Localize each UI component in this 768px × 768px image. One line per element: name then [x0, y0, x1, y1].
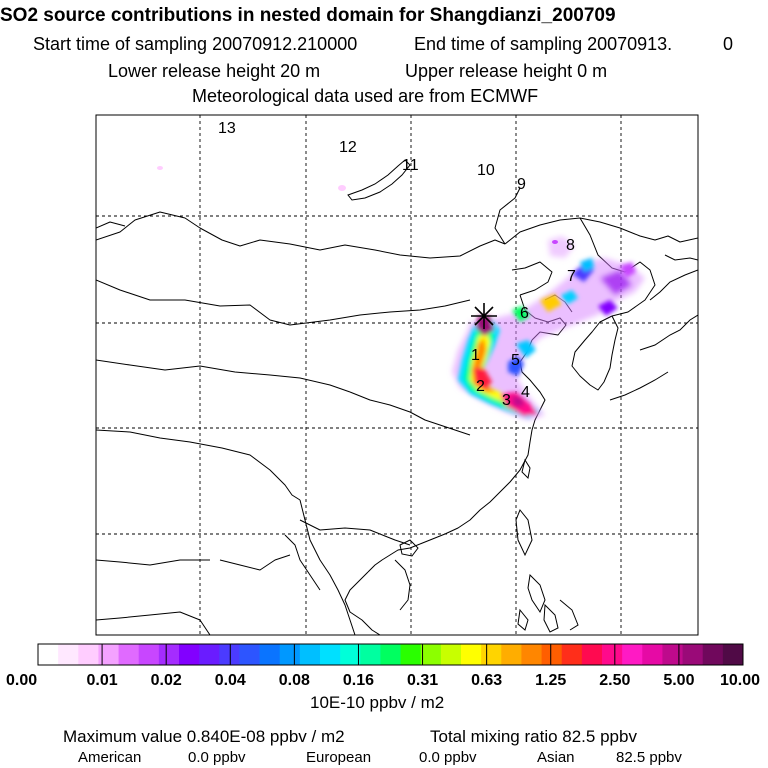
max-value: Maximum value 0.840E-08 ppbv / m2: [63, 727, 345, 746]
legend-color-cell: [139, 644, 160, 665]
region-label: 8: [566, 237, 575, 254]
legend-color-cell: [602, 644, 623, 665]
legend-tick-label: 0.04: [214, 672, 246, 689]
legend-color-cell: [703, 644, 724, 665]
legend-tick-label: 0.08: [278, 672, 310, 689]
upper-release-height: Upper release height 0 m: [405, 61, 608, 81]
legend-color-cell: [98, 644, 119, 665]
legend-tick-label: 0.02: [150, 672, 182, 689]
legend-color-cell: [340, 644, 361, 665]
legend-tick-label: 5.00: [663, 672, 695, 689]
legend-color-cell: [119, 644, 140, 665]
legend-color-cell: [38, 644, 59, 665]
region-label: 3: [502, 392, 511, 409]
region-label: 6: [520, 305, 529, 322]
total-mixing-ratio: Total mixing ratio 82.5 ppbv: [430, 727, 637, 746]
legend-color-cell: [78, 644, 99, 665]
american-label: American: [78, 749, 142, 766]
european-value: 0.0 ppbv: [419, 749, 477, 766]
region-label: 13: [218, 120, 236, 137]
met-data-source: Meteorological data used are from ECMWF: [192, 86, 539, 106]
legend-tick-label: 0.63: [471, 672, 503, 689]
legend-color-cell: [380, 644, 401, 665]
legend-tick-label: 0.01: [86, 672, 118, 689]
color-legend-ticks: [6, 672, 760, 689]
map-frame: [96, 115, 698, 635]
sampling-start: Start time of sampling 20070912.210000: [33, 34, 358, 54]
legend-color-cell: [662, 644, 683, 665]
concentration-plume: [157, 166, 645, 420]
legend-color-cell: [421, 644, 442, 665]
legend-color-cell: [501, 644, 522, 665]
legend-color-cell: [219, 644, 240, 665]
region-label: 7: [567, 268, 576, 285]
legend-color-cell: [239, 644, 260, 665]
legend-color-cell: [179, 644, 200, 665]
legend-color-cell: [683, 644, 704, 665]
legend-color-cell: [401, 644, 422, 665]
lake-baikal: [348, 160, 410, 200]
legend-color-cell: [199, 644, 220, 665]
sampling-end-suffix: 0: [723, 34, 734, 54]
region-label: 1: [471, 347, 480, 364]
legend-tick-label: 0.00: [6, 672, 38, 689]
region-label: 12: [339, 139, 357, 156]
legend-tick-label: 10.00: [719, 672, 760, 689]
legend-color-cell: [521, 644, 542, 665]
legend-color-cell: [582, 644, 603, 665]
legend-tick-label: 0.31: [406, 672, 439, 689]
legend-color-cell: [481, 644, 502, 665]
legend-color-cell: [159, 644, 180, 665]
legend-tick-label: 0.16: [342, 672, 375, 689]
legend-color-cell: [280, 644, 301, 665]
map-content: [96, 115, 698, 635]
legend-color-cell: [642, 644, 663, 665]
region-label: 11: [402, 157, 419, 174]
legend-color-cell: [461, 644, 482, 665]
asian-label: Asian: [537, 749, 575, 766]
legend-color-cell: [260, 644, 281, 665]
region-label: 10: [477, 162, 495, 179]
american-value: 0.0 ppbv: [188, 749, 246, 766]
region-label: 9: [517, 176, 526, 193]
european-label: European: [306, 749, 372, 766]
color-legend-bar: [38, 644, 743, 665]
legend-color-cell: [723, 644, 744, 665]
legend-color-cell: [542, 644, 563, 665]
legend-color-cell: [58, 644, 79, 665]
asian-value: 82.5 ppbv: [616, 749, 682, 766]
legend-color-cell: [622, 644, 643, 665]
legend-color-cell: [360, 644, 381, 665]
legend-color-cell: [300, 644, 321, 665]
sampling-end: End time of sampling 20070913.: [414, 34, 673, 54]
region-label: 5: [511, 352, 520, 369]
legend-tick-label: 2.50: [599, 672, 631, 689]
lower-release-height: Lower release height 20 m: [108, 61, 321, 81]
legend-color-cell: [562, 644, 583, 665]
region-label: 2: [476, 378, 485, 395]
region-label: 4: [521, 384, 530, 401]
page-title: SO2 source contributions in nested domain for Shangdianzi_200709: [0, 5, 616, 26]
legend-color-cell: [441, 644, 462, 665]
country-borders: [96, 188, 698, 635]
legend-color-cell: [320, 644, 341, 665]
legend-tick-label: 1.25: [535, 672, 567, 689]
lat-lon-grid: [96, 115, 698, 635]
legend-unit: 10E-10 ppbv / m2: [310, 693, 445, 712]
